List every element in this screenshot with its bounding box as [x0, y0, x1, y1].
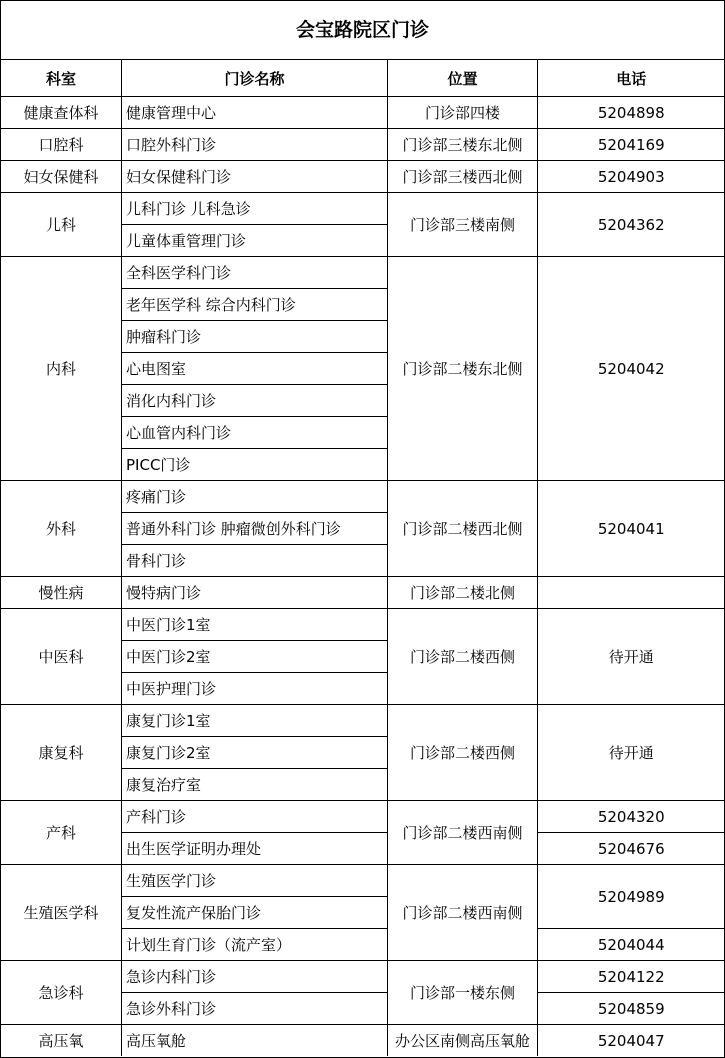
clinic-cell: 中医门诊2室: [122, 641, 388, 673]
clinic-cell: 心血管内科门诊: [122, 417, 388, 449]
dept-cell: 健康查体科: [1, 97, 122, 129]
header-row: [1, 60, 725, 97]
clinic-cell: 出生医学证明办理处: [122, 833, 388, 865]
table-row: [1, 193, 725, 225]
dept-cell: 生殖医学科: [1, 865, 122, 961]
clinic-cell: 高压氧舱: [122, 1025, 388, 1057]
location-cell: 门诊部二楼西南侧: [388, 865, 538, 961]
clinic-cell: 疼痛门诊: [122, 481, 388, 513]
location-cell: 门诊部三楼东北侧: [388, 129, 538, 161]
clinic-cell: 计划生育门诊（流产室）: [122, 929, 388, 961]
clinic-table: [0, 60, 725, 1056]
clinic-cell: 儿童体重管理门诊: [122, 225, 388, 257]
header-phone: 电话: [538, 60, 725, 97]
clinic-cell: 全科医学科门诊: [122, 257, 388, 289]
clinic-cell: 康复门诊1室: [122, 705, 388, 737]
table-row: [1, 801, 725, 833]
phone-cell: [538, 577, 725, 609]
dept-cell: 急诊科: [1, 961, 122, 1025]
phone-cell: 待开通: [538, 705, 725, 801]
dept-cell: 儿科: [1, 193, 122, 257]
dept-cell: 慢性病: [1, 577, 122, 609]
clinic-cell: 生殖医学门诊: [122, 865, 388, 897]
phone-cell: 待开通: [538, 609, 725, 705]
phone-cell: 5204169: [538, 129, 725, 161]
table-row: [1, 1025, 725, 1057]
location-cell: 办公区南侧高压氧舱: [388, 1025, 538, 1057]
dept-cell: 口腔科: [1, 129, 122, 161]
dept-cell: 康复科: [1, 705, 122, 801]
clinic-cell: 妇女保健科门诊: [122, 161, 388, 193]
table-row: [1, 129, 725, 161]
table-row: [1, 257, 725, 289]
table-row: [1, 609, 725, 641]
location-cell: 门诊部二楼西侧: [388, 705, 538, 801]
phone-cell: 5204044: [538, 929, 725, 961]
location-cell: 门诊部三楼西北侧: [388, 161, 538, 193]
table-row: [1, 705, 725, 737]
table-row: [1, 97, 725, 129]
clinic-cell: 肿瘤科门诊: [122, 321, 388, 353]
phone-cell: 5204903: [538, 161, 725, 193]
location-cell: 门诊部二楼西侧: [388, 609, 538, 705]
dept-cell: 内科: [1, 257, 122, 481]
phone-cell: 5204047: [538, 1025, 725, 1057]
location-cell: 门诊部二楼西南侧: [388, 801, 538, 865]
clinic-cell: PICC门诊: [122, 449, 388, 481]
clinic-cell: 康复门诊2室: [122, 737, 388, 769]
header-location: 位置: [388, 60, 538, 97]
header-dept: 科室: [1, 60, 122, 97]
phone-cell: 5204041: [538, 481, 725, 577]
phone-cell: 5204676: [538, 833, 725, 865]
clinic-cell: 产科门诊: [122, 801, 388, 833]
phone-cell: 5204989: [538, 865, 725, 929]
clinic-cell: 慢特病门诊: [122, 577, 388, 609]
dept-cell: 妇女保健科: [1, 161, 122, 193]
dept-cell: 高压氧: [1, 1025, 122, 1057]
page-title: 会宝路院区门诊: [1, 1, 724, 60]
dept-cell: 中医科: [1, 609, 122, 705]
phone-cell: 5204320: [538, 801, 725, 833]
table-row: [1, 865, 725, 897]
location-cell: 门诊部三楼南侧: [388, 193, 538, 257]
table-row: [1, 161, 725, 193]
phone-cell: 5204859: [538, 993, 725, 1025]
clinic-cell: 心电图室: [122, 353, 388, 385]
clinic-cell: 儿科门诊 儿科急诊: [122, 193, 388, 225]
clinic-cell: 普通外科门诊 肿瘤微创外科门诊: [122, 513, 388, 545]
phone-cell: 5204122: [538, 961, 725, 993]
clinic-cell: 复发性流产保胎门诊: [122, 897, 388, 929]
clinic-cell: 健康管理中心: [122, 97, 388, 129]
phone-cell: 5204042: [538, 257, 725, 481]
table-row: [1, 481, 725, 513]
location-cell: 门诊部二楼西北侧: [388, 481, 538, 577]
clinic-cell: 口腔外科门诊: [122, 129, 388, 161]
dept-cell: 产科: [1, 801, 122, 865]
location-cell: 门诊部二楼北侧: [388, 577, 538, 609]
table-row: [1, 961, 725, 993]
phone-cell: 5204898: [538, 97, 725, 129]
clinic-cell: 骨科门诊: [122, 545, 388, 577]
clinic-cell: 康复治疗室: [122, 769, 388, 801]
clinic-cell: 急诊内科门诊: [122, 961, 388, 993]
clinic-cell: 中医门诊1室: [122, 609, 388, 641]
clinic-cell: 中医护理门诊: [122, 673, 388, 705]
location-cell: 门诊部一楼东侧: [388, 961, 538, 1025]
header-clinic: 门诊名称: [122, 60, 388, 97]
table-row: [1, 577, 725, 609]
dept-cell: 外科: [1, 481, 122, 577]
location-cell: 门诊部四楼: [388, 97, 538, 129]
clinic-cell: 老年医学科 综合内科门诊: [122, 289, 388, 321]
clinic-cell: 急诊外科门诊: [122, 993, 388, 1025]
clinic-cell: 消化内科门诊: [122, 385, 388, 417]
location-cell: 门诊部二楼东北侧: [388, 257, 538, 481]
phone-cell: 5204362: [538, 193, 725, 257]
